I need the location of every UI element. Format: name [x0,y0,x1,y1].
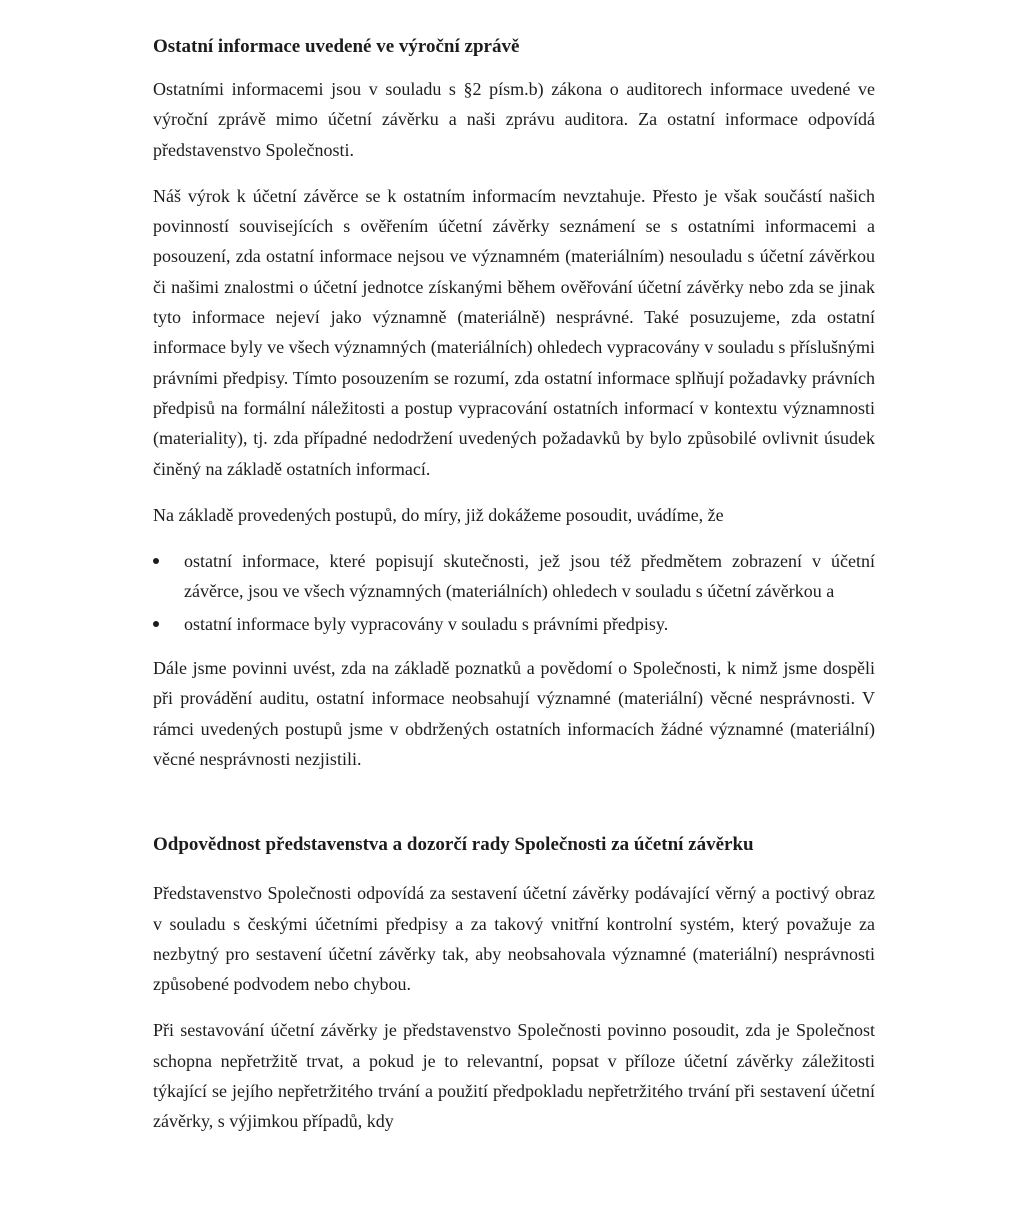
list-item-text: ostatní informace, které popisují skutečnosti, jež jsou též předmětem zobrazení v účetní závěrce, jsou ve všech významných (materiálních) ohledech v souladu s účetní závěrkou a [184,551,875,602]
list-item-text: ostatní informace byly vypracovány v souladu s právními předpisy. [184,613,669,634]
bullet-icon [153,621,159,627]
list-item [153,609,875,639]
bullet-list [153,546,875,639]
paragraph: Při sestavování účetní závěrky je představenstvo Společnosti povinno posoudit, zda je Společnost schopna nepřetržitě trvat, a pokud je to relevantní, popsat v příloze účetní závěrky záležitosti týkající se jejího nepřetržitého trvání a použití předpokladu nepřetržitého trvání při sestavení účetní závěrky, s výjimkou případů, kdy [153,1020,875,1132]
paragraph: Náš výrok k účetní závěrce se k ostatním informacím nevztahuje. Přesto je však součástí našich povinností souvisejících s ověřením účetní závěrky seznámení se s ostatními informacemi a posouzení, zda ostatní informace nejsou ve významném (materiálním) nesouladu s účetní závěrkou či našimi znalostmi o účetní jednotce získanými během ověřování účetní závěrky nebo zda se jinak tyto informace nejeví jako významně (materiálně) nesprávné. Také posuzujeme, zda ostatní informace byly ve všech významných (materiálních) ohledech vypracovány v souladu s příslušnými právními předpisy. Tímto posouzením se rozumí, zda ostatní informace splňují požadavky právních předpisů na formální náležitosti a postup vypracování ostatních informací v kontextu významnosti (materiality), tj. zda případné nedodržení uvedených požadavků by bylo způsobilé ovlivnit úsudek činěný na základě ostatních informací. [153,185,875,479]
document-page [153,32,875,1153]
paragraph: Dále jsme povinni uvést, zda na základě poznatků a povědomí o Společnosti, k nimž jsme dospěli při provádění auditu, ostatní informace neobsahují významné (materiální) věcné nesprávnosti. V rámci uvedených postupů jsme v obdržených ostatních informacích žádné významné (materiální) věcné nesprávnosti nezjistili. [153,658,875,769]
paragraph: Na základě provedených postupů, do míry, již dokážeme posoudit, uvádíme, že [153,504,724,525]
bullet-icon [153,558,159,564]
list-item [153,546,875,607]
section-spacer [153,790,875,830]
paragraph: Ostatními informacemi jsou v souladu s §2 písm.b) zákona o auditorech informace uvedené ve výroční zprávě mimo účetní závěrku a naši zprávu auditora. Za ostatní informace odpovídá představenstvo Společnosti. [153,79,875,160]
section-heading-board-responsibility: Odpovědnost představenstva a dozorčí rady Společnosti za účetní závěrku [153,834,754,856]
paragraph: Představenstvo Společnosti odpovídá za sestavení účetní závěrky podávající věrný a poctivý obraz v souladu s českými účetními předpisy a za takový vnitřní kontrolní systém, který považuje za nezbytný pro sestavení účetní závěrky tak, aby neobsahovala významné (materiální) nesprávnosti způsobené podvodem nebo chybou. [153,883,875,995]
section-heading-other-information: Ostatní informace uvedené ve výroční zprávě [153,36,520,57]
